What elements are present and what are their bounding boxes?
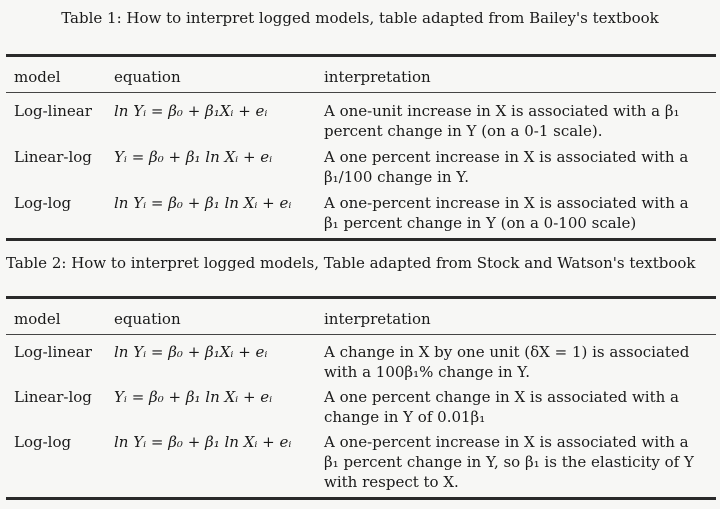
interpretation-line: A change in X by one unit (δX = 1) is associated: [324, 343, 690, 361]
table1-caption: Table 1: How to interpret logged models, table adapted from Bailey's textbook: [61, 9, 659, 27]
interpretation-line: A one-unit increase in X is associated with a β₁: [324, 102, 680, 120]
model-cell: Log-linear: [14, 102, 92, 120]
table-row: [6, 382, 716, 427]
table1: [6, 54, 716, 241]
interpretation-line: β₁ percent change in Y (on a 0-100 scale): [324, 214, 637, 232]
table1-header-model: model: [14, 68, 61, 86]
equation-cell: ln Yᵢ = β₀ + β₁ ln Xᵢ + eᵢ: [114, 194, 292, 212]
table-row: [6, 141, 716, 187]
table2-caption: Table 2: How to interpret logged models, Table adapted from Stock and Watson's textbook: [6, 254, 696, 272]
table2: [6, 296, 716, 500]
equation-cell: ln Yᵢ = β₀ + β₁ ln Xᵢ + eᵢ: [114, 433, 292, 451]
interpretation-cell: [324, 187, 716, 240]
model-cell: Log-linear: [14, 343, 92, 361]
interpretation-cell: [324, 382, 716, 427]
equation-cell: Yᵢ = β₀ + β₁ ln Xᵢ + eᵢ: [114, 388, 273, 406]
table-row: [6, 93, 716, 142]
interpretation-line: with respect to X.: [324, 473, 459, 491]
table-row: [6, 427, 716, 499]
model-cell: Log-log: [14, 433, 72, 451]
interpretation-line: with a 100β₁% change in Y.: [324, 363, 531, 381]
table-row: [6, 335, 716, 383]
equation-cell: Yᵢ = β₀ + β₁ ln Xᵢ + eᵢ: [114, 148, 273, 166]
model-cell: Linear-log: [14, 148, 92, 166]
interpretation-line: A one-percent increase in X is associated with a: [324, 433, 689, 451]
model-cell: Linear-log: [14, 388, 92, 406]
interpretation-cell: [324, 427, 716, 499]
table2-header-equation: equation: [114, 310, 181, 328]
table2-header-interpretation: interpretation: [324, 310, 431, 328]
equation-cell: ln Yᵢ = β₀ + β₁Xᵢ + eᵢ: [114, 343, 268, 361]
table1-header-interpretation: interpretation: [324, 68, 431, 86]
interpretation-cell: [324, 141, 716, 187]
interpretation-line: A one-percent increase in X is associated with a: [324, 194, 689, 212]
interpretation-line: β₁ percent change in Y, so β₁ is the elasticity of Y: [324, 453, 694, 471]
table1-header-row: [6, 56, 716, 93]
interpretation-line: percent change in Y (on a 0-1 scale).: [324, 122, 603, 140]
equation-cell: ln Yᵢ = β₀ + β₁Xᵢ + eᵢ: [114, 102, 268, 120]
table2-header-model: model: [14, 310, 61, 328]
interpretation-line: change in Y of 0.01β₁: [324, 408, 486, 426]
model-cell: Log-log: [14, 194, 72, 212]
interpretation-line: A one percent change in X is associated with a: [324, 388, 679, 406]
interpretation-cell: [324, 93, 716, 142]
table-row: [6, 187, 716, 240]
interpretation-line: A one percent increase in X is associated with a: [324, 148, 689, 166]
interpretation-cell: [324, 335, 716, 383]
interpretation-line: β₁/100 change in Y.: [324, 168, 470, 186]
table2-header-row: [6, 298, 716, 335]
table1-header-equation: equation: [114, 68, 181, 86]
